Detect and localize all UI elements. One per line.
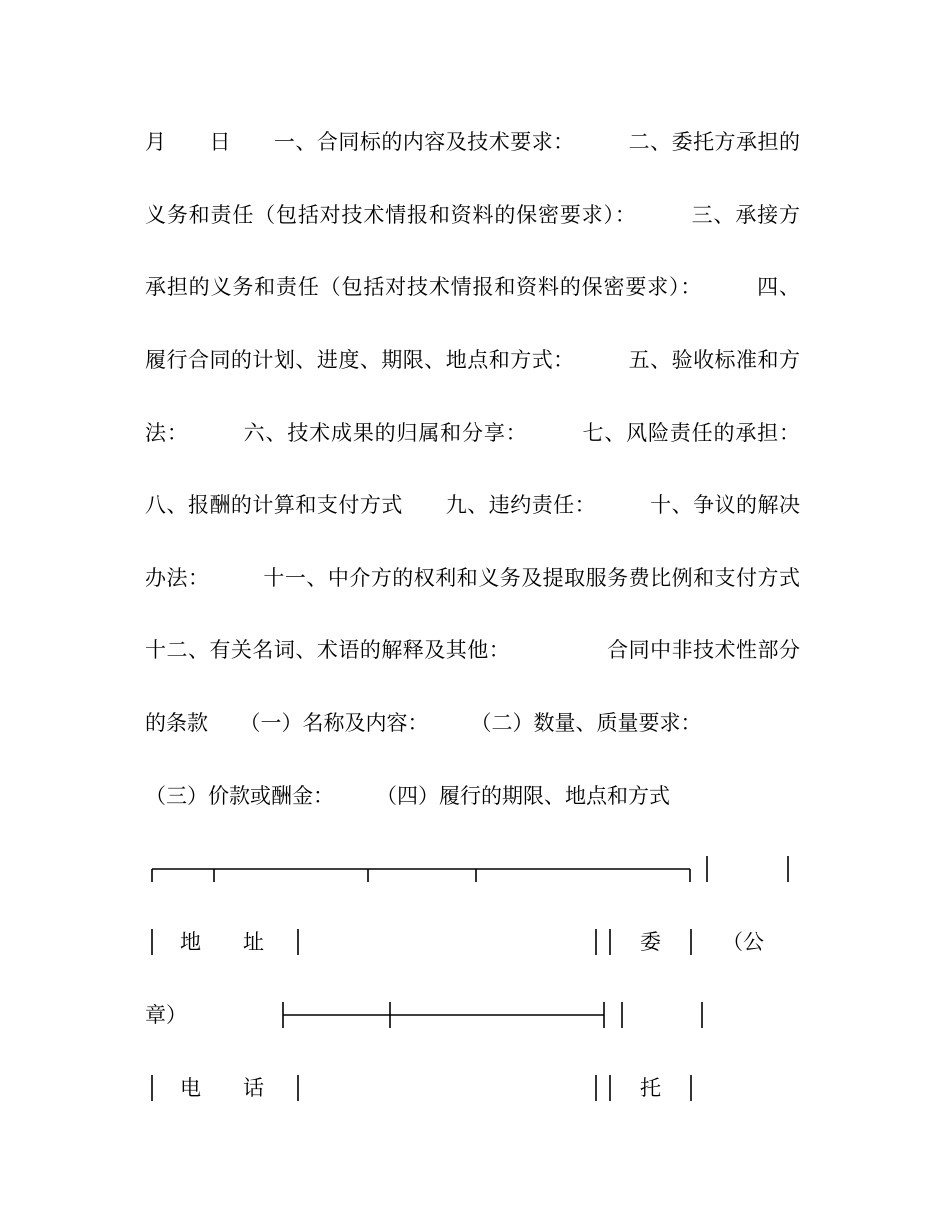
seal-note-close: 章） (145, 1003, 187, 1027)
phone-label: 电 话 (180, 1076, 264, 1100)
party-char-tuo: 托 (640, 1076, 661, 1100)
paragraph-line: （三）价款或酬金： （四）履行的期限、地点和方式 (145, 784, 670, 808)
paragraph-line: 履行合同的计划、进度、期限、地点和方式： 五、验收标准和方 (145, 348, 800, 372)
paragraph-line: 十二、有关名词、术语的解释及其他： 合同中非技术性部分 (145, 638, 800, 662)
address-label: 地 址 (180, 930, 264, 954)
paragraph-line: 法： 六、技术成果的归属和分享： 七、风险责任的承担： (145, 421, 800, 445)
seal-note-open: （公 (722, 930, 764, 954)
paragraph-line: 八、报酬的计算和支付方式 九、违约责任： 十、争议的解决 (145, 493, 800, 517)
paragraph-line: 月 日 一、合同标的内容及技术要求： 二、委托方承担的 (145, 130, 800, 154)
paragraph-line: 办法： 十一、中介方的权利和义务及提取服务费比例和支付方式 (145, 566, 800, 590)
party-char-entrust: 委 (640, 930, 661, 954)
paragraph-line: 承担的义务和责任（包括对技术情报和资料的保密要求）： 四、 (145, 275, 800, 299)
paragraph-line: 的条款 （一）名称及内容： （二）数量、质量要求： (145, 711, 702, 735)
paragraph-line: 义务和责任（包括对技术情报和资料的保密要求）： 三、承接方 (145, 203, 800, 227)
